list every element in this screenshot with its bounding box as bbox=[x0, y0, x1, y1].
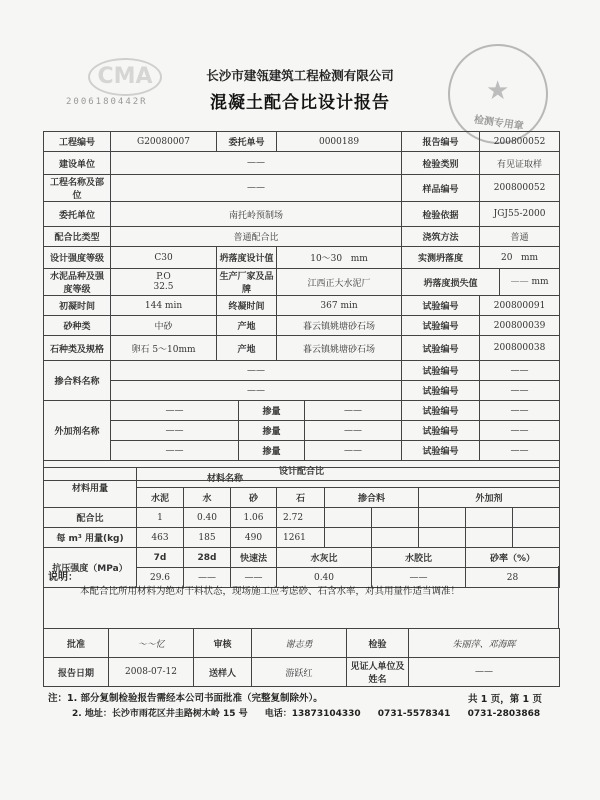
slump-design bbox=[277, 247, 402, 269]
test-no-label: 试验编号 bbox=[402, 421, 480, 441]
sand-origin: 暮云镇姚塘砂石场 bbox=[277, 316, 402, 336]
initial-set: 144 min bbox=[111, 296, 217, 316]
val-sand-rate: 28 bbox=[466, 568, 560, 588]
ratio-additive-1 bbox=[419, 508, 466, 528]
additive-2: —— bbox=[111, 421, 239, 441]
val-7d: 29.6 bbox=[137, 568, 184, 588]
date-label: 报告日期 bbox=[44, 658, 109, 687]
val-wc-ratio: 0.40 bbox=[277, 568, 372, 588]
dosage-label: 掺量 bbox=[239, 401, 305, 421]
review-label: 审核 bbox=[194, 629, 252, 658]
notes-title: 说明： bbox=[48, 572, 78, 583]
sample-no-label: 样品编号 bbox=[402, 175, 480, 202]
m3-additive-2 bbox=[466, 528, 513, 548]
cement-type: P.O bbox=[156, 272, 171, 282]
notes-box bbox=[43, 566, 559, 629]
origin-label: 产地 bbox=[217, 316, 277, 336]
maker: 江西正大水泥厂 bbox=[277, 269, 402, 296]
slump-measured bbox=[480, 247, 560, 269]
admixture-test-no-2: —— bbox=[480, 381, 560, 401]
per-m3-label: 每 m³ 用量(kg) bbox=[44, 528, 137, 548]
ratio-additive-3 bbox=[513, 508, 560, 528]
project-no-label: 工程编号 bbox=[44, 132, 111, 152]
cement-grade: 32.5 bbox=[153, 282, 174, 292]
cement bbox=[111, 269, 217, 296]
m3-cement: 463 bbox=[137, 528, 184, 548]
report-no: 200800052 bbox=[480, 132, 560, 152]
col-sand: 砂 bbox=[231, 488, 277, 508]
cma-logo: CMA bbox=[88, 58, 162, 96]
admixture-label: 掺合料名称 bbox=[44, 361, 111, 401]
company-name: 长沙市建瓴建筑工程检测有限公司 bbox=[206, 68, 394, 83]
m3-additive-1 bbox=[419, 528, 466, 548]
stamp-icon bbox=[448, 44, 548, 144]
star-icon: ★ bbox=[486, 76, 510, 106]
test-no-label: 试验编号 bbox=[402, 361, 480, 381]
ratio-sand: 1.06 bbox=[231, 508, 277, 528]
report-no-label: 报告编号 bbox=[402, 132, 480, 152]
project-no: G20080007 bbox=[111, 132, 217, 152]
head-fast: 快速法 bbox=[231, 548, 277, 568]
basis-label: 检验依据 bbox=[402, 202, 480, 227]
mix-type: 普通配合比 bbox=[111, 227, 402, 247]
ratio-label: 配合比 bbox=[44, 508, 137, 528]
slump-measured-label: 实测坍落度 bbox=[402, 247, 480, 269]
builder: —— bbox=[111, 152, 402, 175]
slump-design-label: 坍落度设计值 bbox=[217, 247, 277, 269]
ratio-cement: 1 bbox=[137, 508, 184, 528]
head-wc-ratio: 水灰比 bbox=[277, 548, 372, 568]
grade-label: 设计强度等级 bbox=[44, 247, 111, 269]
material-name-label: 材料名称 bbox=[137, 468, 560, 488]
pour-method-label: 浇筑方法 bbox=[402, 227, 480, 247]
stone-test-no: 200800038 bbox=[480, 336, 560, 361]
project-name: —— bbox=[111, 175, 402, 202]
design-mix-label: 设计配合比 bbox=[44, 461, 560, 481]
ratio-additive-2 bbox=[466, 508, 513, 528]
sample-no: 200800052 bbox=[480, 175, 560, 202]
col-stone: 石 bbox=[277, 488, 325, 508]
col-admixture: 掺合料 bbox=[325, 488, 419, 508]
project-name-label: 工程名称及部位 bbox=[44, 175, 111, 202]
head-7d: 7d bbox=[137, 548, 184, 568]
initial-set-label: 初凝时间 bbox=[44, 296, 111, 316]
usage-label: 材料用量 bbox=[44, 468, 137, 508]
entrust-no-label: 委托单号 bbox=[217, 132, 277, 152]
pour-method: 普通 bbox=[480, 227, 560, 247]
approve-label: 批准 bbox=[44, 629, 109, 658]
sand: 中砂 bbox=[111, 316, 217, 336]
stone-origin: 暮云镇姚塘砂石场 bbox=[277, 336, 402, 361]
dosage-2: —— bbox=[305, 421, 402, 441]
sender-label: 送样人 bbox=[194, 658, 252, 687]
ratio-water: 0.40 bbox=[184, 508, 231, 528]
unit: mm bbox=[350, 254, 368, 264]
m3-stone: 1261 bbox=[277, 528, 325, 548]
test-no-label: 试验编号 bbox=[402, 401, 480, 421]
test-no-label: 试验编号 bbox=[402, 336, 480, 361]
additive-test-no-3: —— bbox=[480, 441, 560, 461]
sand-test-no: 200800039 bbox=[480, 316, 560, 336]
slump-loss bbox=[500, 269, 560, 296]
builder-label: 建设单位 bbox=[44, 152, 111, 175]
footer-note-1: 注：1. 部分复制检验报告需经本公司书面批准（完整复制除外）。 bbox=[48, 693, 323, 704]
notes-text: 本配合比所用材料为绝对干料状态，现场施工应考虑砂、石含水率，对其用量作适当调准！ bbox=[80, 586, 461, 597]
cement-label: 水泥品种及强度等级 bbox=[44, 269, 111, 296]
test-no-label: 试验编号 bbox=[402, 316, 480, 336]
dosage-label: 掺量 bbox=[239, 421, 305, 441]
strength-label: 抗压强度（MPa） bbox=[44, 548, 137, 588]
slump-design-value: 10～30 bbox=[310, 254, 343, 264]
head-sand-rate: 砂率（%） bbox=[466, 548, 560, 568]
dosage-label: 掺量 bbox=[239, 441, 305, 461]
page-indicator: 共 1 页，第 1 页 bbox=[468, 694, 542, 705]
additive-3: —— bbox=[111, 441, 239, 461]
additive-label: 外加剂名称 bbox=[44, 401, 111, 461]
col-water: 水 bbox=[184, 488, 231, 508]
test-type: 有见证取样 bbox=[480, 152, 560, 175]
val-fast: —— bbox=[231, 568, 277, 588]
test-no-label: 试验编号 bbox=[402, 381, 480, 401]
cma-code: 2006180442R bbox=[66, 97, 148, 107]
stone: 卵石 5～10mm bbox=[111, 336, 217, 361]
sand-label: 砂种类 bbox=[44, 316, 111, 336]
review-signature: 谢志勇 bbox=[252, 629, 347, 658]
additive-test-no-1: —— bbox=[480, 401, 560, 421]
m3-water: 185 bbox=[184, 528, 231, 548]
dosage-3: —— bbox=[305, 441, 402, 461]
inspect-signature: 朱丽萍、邓海晖 bbox=[409, 629, 560, 658]
slump-loss-label: 坍落度损失值 bbox=[402, 269, 500, 296]
val-wb-ratio: —— bbox=[372, 568, 466, 588]
unit: mm bbox=[521, 252, 539, 263]
grade: C30 bbox=[111, 247, 217, 269]
approve-signature: 〜〜忆 bbox=[109, 629, 194, 658]
witness-label: 见证人单位及姓名 bbox=[347, 658, 409, 687]
ratio-admixture-1 bbox=[325, 508, 372, 528]
cement-test-no: 200800091 bbox=[480, 296, 560, 316]
m3-admixture-1 bbox=[325, 528, 372, 548]
phone-label: 电话： bbox=[264, 709, 292, 719]
info-table bbox=[43, 131, 560, 481]
stamp-text: 检测专用章 bbox=[473, 114, 525, 133]
test-no-label: 试验编号 bbox=[402, 441, 480, 461]
witness: —— bbox=[409, 658, 560, 687]
m3-admixture-2 bbox=[372, 528, 419, 548]
head-28d: 28d bbox=[184, 548, 231, 568]
report-date: 2008-07-12 bbox=[109, 658, 194, 687]
unit: mm bbox=[531, 277, 549, 287]
slump-loss-value: —— bbox=[510, 277, 529, 287]
test-type-label: 检验类别 bbox=[402, 152, 480, 175]
address: 2. 地址：长沙市雨花区井圭路树木岭 15 号 bbox=[72, 709, 248, 719]
slump-measured-value: 20 bbox=[500, 252, 513, 263]
sender: 游跃红 bbox=[252, 658, 347, 687]
signoff-table bbox=[43, 628, 560, 687]
stone-label: 石种类及规格 bbox=[44, 336, 111, 361]
phone-2: 0731-5578341 bbox=[377, 709, 451, 719]
final-set: 367 min bbox=[277, 296, 402, 316]
basis: JGJ55-2000 bbox=[480, 202, 560, 227]
footer-address-line bbox=[72, 706, 554, 719]
final-set-label: 终凝时间 bbox=[217, 296, 277, 316]
col-additive: 外加剂 bbox=[419, 488, 560, 508]
admixture-test-no-1: —— bbox=[480, 361, 560, 381]
client: 南托岭预制场 bbox=[111, 202, 402, 227]
test-no-label: 试验编号 bbox=[402, 296, 480, 316]
head-wb-ratio: 水胶比 bbox=[372, 548, 466, 568]
ratio-admixture-2 bbox=[372, 508, 419, 528]
phone-1: 13873104330 bbox=[291, 709, 361, 719]
m3-sand: 490 bbox=[231, 528, 277, 548]
report-title: 混凝土配合比设计报告 bbox=[210, 93, 390, 113]
m3-additive-3 bbox=[513, 528, 560, 548]
col-cement: 水泥 bbox=[137, 488, 184, 508]
mix-type-label: 配合比类型 bbox=[44, 227, 111, 247]
additive-test-no-2: —— bbox=[480, 421, 560, 441]
admixture-1: —— bbox=[111, 361, 402, 381]
maker-label: 生产厂家及品牌 bbox=[217, 269, 277, 296]
val-28d: —— bbox=[184, 568, 231, 588]
dosage-1: —— bbox=[305, 401, 402, 421]
origin-label: 产地 bbox=[217, 336, 277, 361]
ratio-stone: 2.72 bbox=[277, 508, 325, 528]
inspect-label: 检验 bbox=[347, 629, 409, 658]
additive-1: —— bbox=[111, 401, 239, 421]
entrust-no: 0000189 bbox=[277, 132, 402, 152]
client-label: 委托单位 bbox=[44, 202, 111, 227]
phone-3: 0731-2803868 bbox=[467, 709, 541, 719]
admixture-2: —— bbox=[111, 381, 402, 401]
